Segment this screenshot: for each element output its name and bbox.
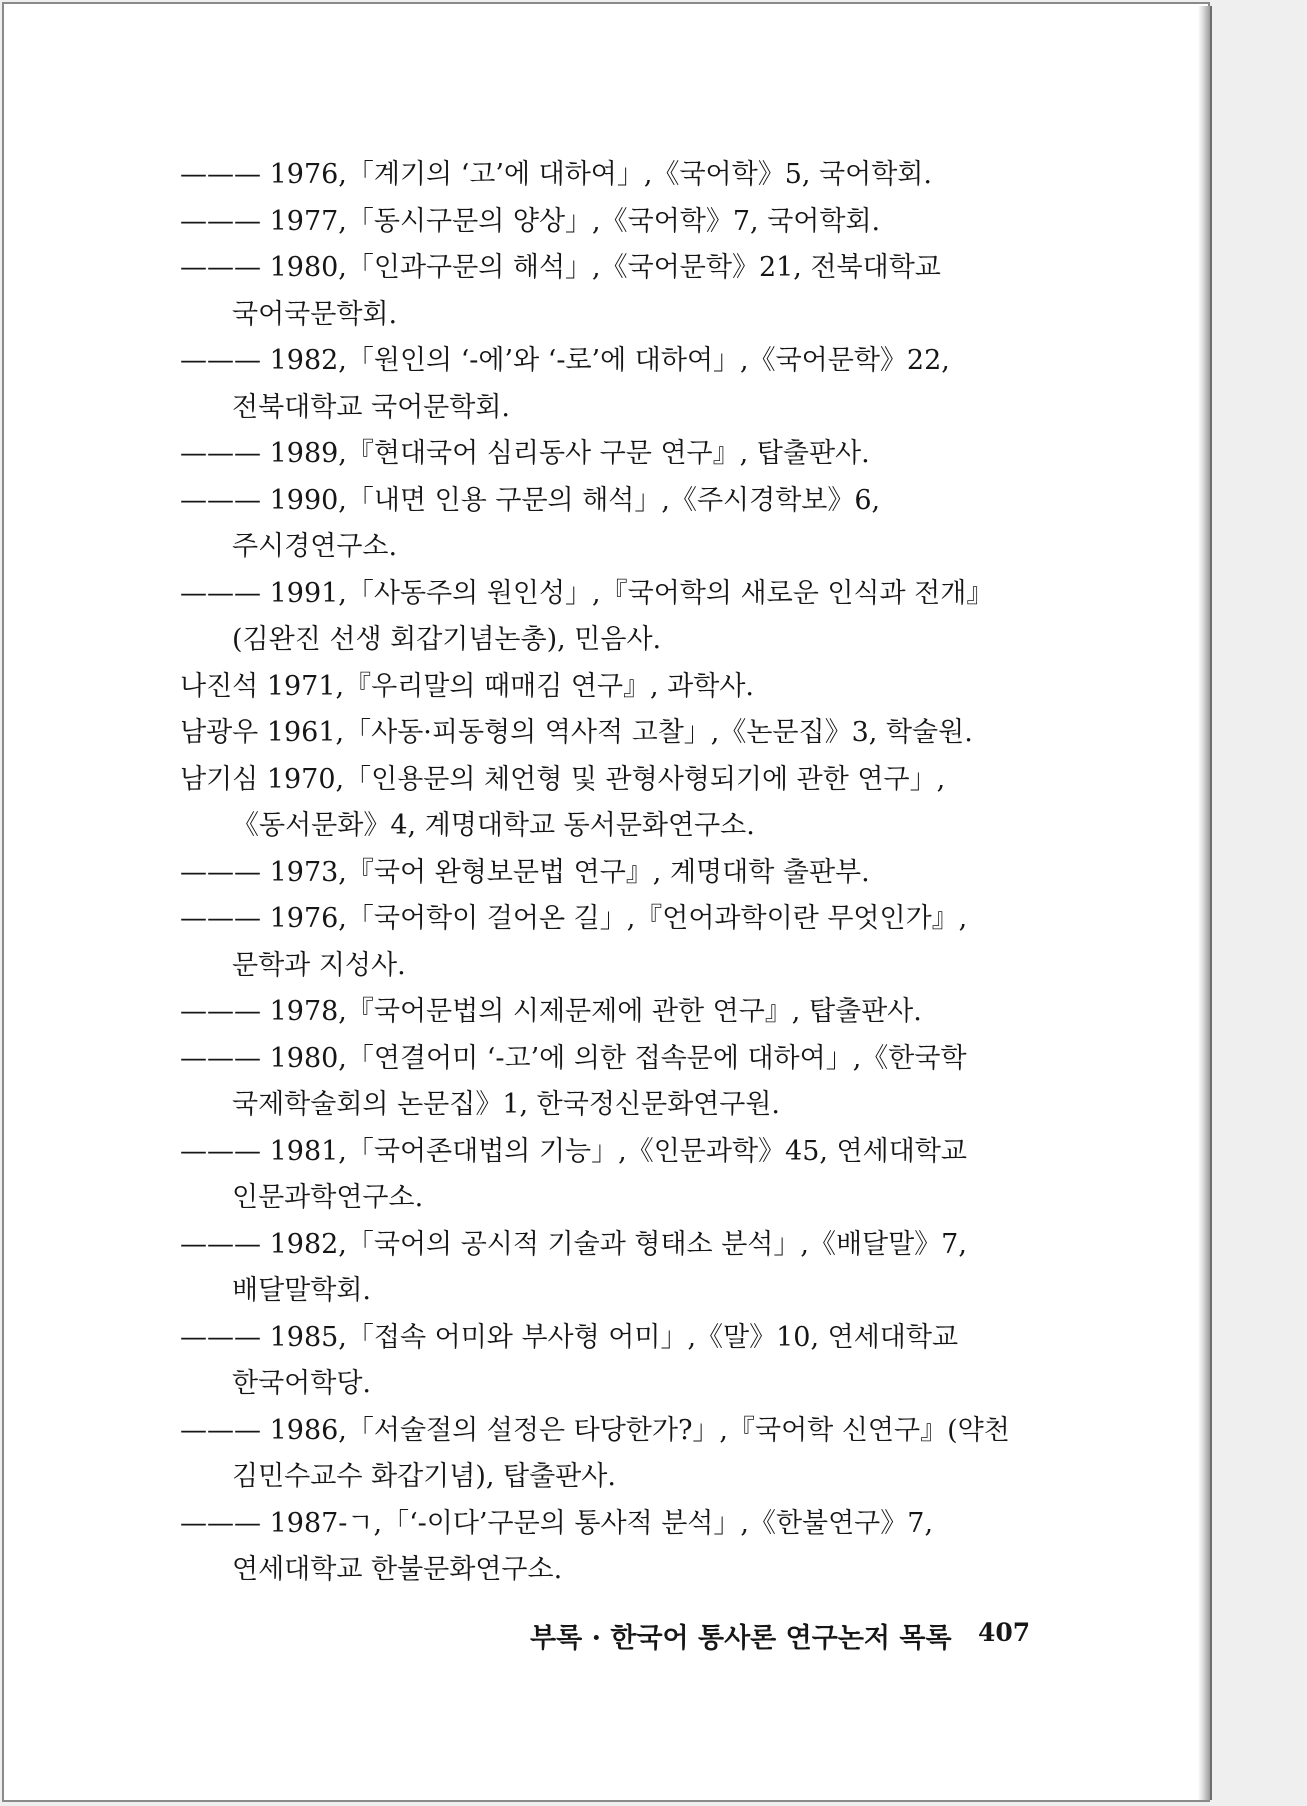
bibliography-entry: ——— 1987-ㄱ,「‘-이다’구문의 통사적 분석」,《한불연구》7, 연세대학교 한불문화연구소. — [180, 1507, 934, 1585]
bibliography-entry: ——— 1986,「서술절의 설정은 타당한가?」,『국어학 신연구』(약천 김민수교수 화갑기념), 탑출판사. — [180, 1414, 1010, 1492]
bibliography-entry: ——— 1977,「동시구문의 양상」,《국어학》7, 국어학회. — [180, 205, 881, 237]
bibliography-entry: 남기심 1970,「인용문의 체언형 및 관형사형되기에 관한 연구」,《동서문화》4, 계명대학교 동서문화연구소. — [180, 763, 946, 841]
bibliography-entry: ——— 1991,「사동주의 원인성」,『국어학의 새로운 인식과 전개』(김완진 선생 회갑기념논총), 민음사. — [180, 577, 994, 655]
bibliography-entry: ——— 1990,「내면 인용 구문의 해석」,《주시경학보》6, 주시경연구소. — [180, 484, 881, 562]
bibliography-entry: ——— 1976,「계기의 ‘고’에 대하여」,《국어학》5, 국어학회. — [180, 159, 932, 190]
page-number: 407 — [978, 1618, 1031, 1647]
bibliography-entry: ——— 1980,「연결어미 ‘-고’에 의한 접속문에 대하여」,《한국학 국제학술회의 논문집》1, 한국정신문화연구원. — [180, 1042, 967, 1120]
bibliography-entry: ——— 1973,『국어 완형보문법 연구』, 계명대학 출판부. — [180, 856, 870, 888]
bibliography-list — [180, 152, 1050, 1594]
bibliography-entry: 나진석 1971,『우리말의 때매김 연구』, 과학사. — [180, 670, 755, 702]
bibliography-entry: ——— 1978,『국어문법의 시제문제에 관한 연구』, 탑출판사. — [180, 996, 922, 1027]
bibliography-entry: ——— 1976,「국어학이 걸어온 길」,『언어과학이란 무엇인가』, 문학과 지성사. — [180, 903, 968, 981]
bibliography-entry: 남광우 1961,「사동·피동형의 역사적 고찰」,《논문집》3, 학술원. — [180, 717, 973, 748]
bibliography-entry: ——— 1985,「접속 어미와 부사형 어미」,《말》10, 연세대학교 한국어학당. — [180, 1321, 959, 1399]
bibliography-entry: ——— 1980,「인과구문의 해석」,《국어문학》21, 전북대학교 국어국문학회. — [180, 252, 941, 330]
page-edge — [1198, 6, 1212, 1800]
bibliography-entry: ——— 1981,「국어존대법의 기능」,《인문과학》45, 연세대학교 인문과학연구소. — [180, 1135, 967, 1213]
bibliography-entry: ——— 1989,『현대국어 심리동사 구문 연구』, 탑출판사. — [180, 438, 870, 469]
bibliography-entry: ——— 1982,「국어의 공시적 기술과 형태소 분석」,《배달말》7, 배달말학회. — [180, 1228, 967, 1306]
running-footer-title: 부록 · 한국어 통사론 연구논저 목록 — [530, 1623, 952, 1654]
bibliography-entry: ——— 1982,「원인의 ‘-에’와 ‘-로’에 대하여」,《국어문학》22, 전북대학교 국어문학회. — [180, 345, 950, 423]
